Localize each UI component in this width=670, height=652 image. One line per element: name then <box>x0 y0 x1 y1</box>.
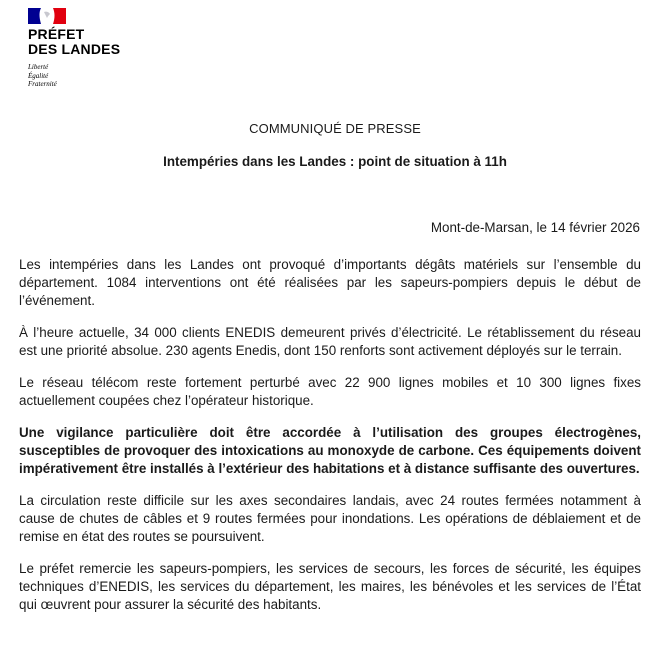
paragraph-roads: La circulation reste difficile sur les axes secondaires landais, avec 24 routes fermées notamment à cause de chutes de câbles et 9 routes fermées pour inondations. Les opérations de déblaiement et de remise en état des routes se poursuivent. <box>19 493 641 544</box>
paragraph-generator-warning: Une vigilance particulière doit être accordée à l’utilisation des groupes électrogènes, susceptibles de provoquer des intoxications au monoxyde de carbone. Ces équipements doivent impérativement être installés à l’extérieur des habitations et à distance suffisante des ouvertures. <box>19 425 641 476</box>
paragraph-telecom: Le réseau télécom reste fortement perturbé avec 22 900 lignes mobiles et 10 300 lignes fixes actuellement coupées chez l’opérateur historique. <box>19 375 641 408</box>
motto-liberte: Liberté <box>28 63 49 71</box>
paragraph-thanks: Le préfet remercie les sapeurs-pompiers, les services de secours, les forces de sécurité, les équipes techniques d’ENEDIS, les services du département, les maires, les bénévoles et les services de l’État qui œuvrent pour assurer la sécurité des habitants. <box>19 561 641 612</box>
logo-title <box>28 27 168 57</box>
press-release-label: COMMUNIQUÉ DE PRESSE <box>249 121 421 136</box>
prefecture-logo <box>28 8 168 89</box>
paragraph-electricity: À l’heure actuelle, 34 000 clients ENEDIS demeurent privés d’électricité. Le rétablissement du réseau est une priorité absolue. 230 agents Enedis, dont 150 renforts sont activement déployés sur le terrain. <box>19 325 641 358</box>
motto-fraternite: Fraternité <box>28 80 57 88</box>
dateline: Mont-de-Marsan, le 14 février 2026 <box>430 220 640 235</box>
page-title: Intempéries dans les Landes : point de situation à 11h <box>163 154 507 169</box>
logo-title-line1: PRÉFET <box>28 26 85 42</box>
republic-motto <box>28 63 168 89</box>
marianne-flag-icon <box>28 8 66 24</box>
paragraph-interventions: Les intempéries dans les Landes ont provoqué d’importants dégâts matériels sur l’ensemble du département. 1084 interventions ont été réalisées par les sapeurs-pompiers depuis le début de l’événement. <box>19 257 641 308</box>
motto-egalite: Égalité <box>28 71 49 80</box>
logo-title-line2: DES LANDES <box>28 41 121 57</box>
body-text <box>19 256 641 628</box>
